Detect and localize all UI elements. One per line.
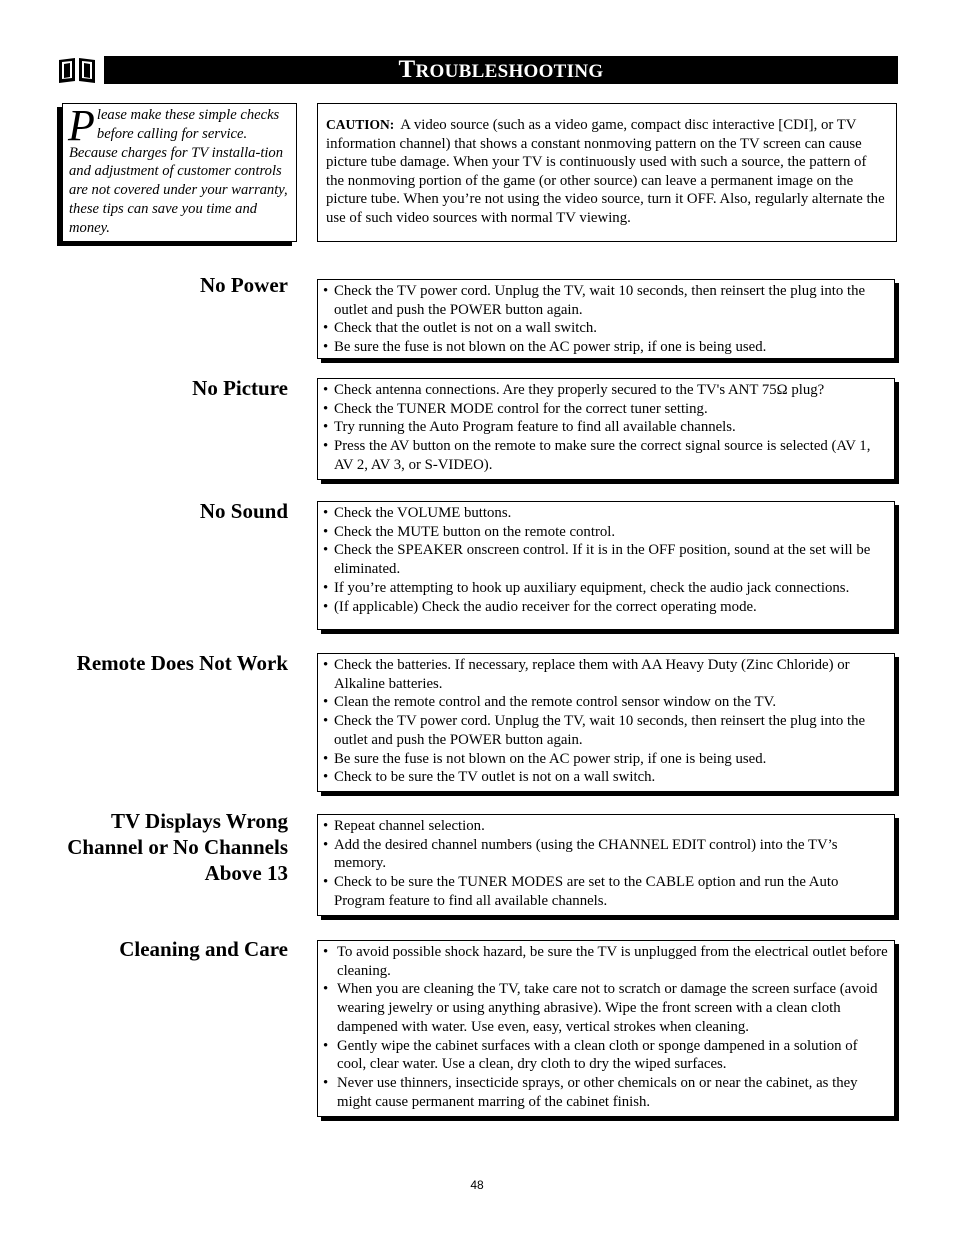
- section-title-no-picture: No Picture: [192, 376, 288, 400]
- list-item: • (If applicable) Check the audio receiver for the correct operating mode.: [323, 598, 888, 617]
- section-title-no-power: No Power: [199, 273, 288, 297]
- caution-text: A video source (such as a video game, compact disc interactive [CDI], or TV information channel) that shows a constant nonmoving pattern on the TV screen can cause picture tube damage. When your TV is continuously used with such a source, the pattern of the nonmoving portion of the game (or other source) can leave a permanent image on the picture tube. When you’re not using the video source, turn it OFF. Also, regularly alternate the use of such video sources with normal TV viewing.: [326, 117, 885, 226]
- list-item: • Check the batteries. If necessary, replace them with AA Heavy Duty (Zinc Chloride) or Alkaline batteries.: [323, 656, 888, 693]
- list-item: • Never use thinners, insecticide sprays, or other chemicals on or near the cabinet, as they might cause permanent marring of the cabinet finish.: [323, 1074, 888, 1111]
- caution-label: CAUTION:: [326, 117, 395, 132]
- tips-cleaning: [317, 940, 895, 1117]
- list-item: • Try running the Auto Program feature to find all available channels.: [323, 418, 888, 437]
- list-item: • Check antenna connections. Are they properly secured to the TV's ANT 75Ω plug?: [323, 381, 888, 400]
- list-item: • Check the TV power cord. Unplug the TV, wait 10 seconds, then reinsert the plug into the outlet and push the POWER button again.: [323, 712, 888, 749]
- list-item: • Be sure the fuse is not blown on the AC power strip, if one is being used.: [323, 338, 888, 357]
- list-item: • Check the VOLUME buttons.: [323, 504, 888, 523]
- list-item: • When you are cleaning the TV, take care not to scratch or damage the screen surface (avoid wearing jewelry or using anything abrasive). Wipe the front screen with a clean cloth dampened with water. Use even, easy, vertical strokes when cleaning.: [323, 980, 888, 1036]
- list-item: • Check to be sure the TUNER MODES are set to the CABLE option and run the Auto Program feature to find all available channels.: [323, 873, 888, 910]
- list-item: • Check the MUTE button on the remote control.: [323, 523, 888, 542]
- section-title-no-sound: No Sound: [199, 499, 288, 523]
- tips-remote: [317, 653, 895, 792]
- list-item: • Be sure the fuse is not blown on the AC power strip, if one is being used.: [323, 750, 888, 769]
- tips-no-power: [317, 279, 895, 359]
- section-title-wrong-channel: TV Displays Wrong Channel or No Channels Above 13: [67, 809, 288, 885]
- tips-wrong-channel: [317, 814, 895, 916]
- list-item: • Press the AV button on the remote to make sure the correct signal source is selected (AV 1, AV 2, AV 3, or S-VIDEO).: [323, 437, 888, 474]
- list-item: • Check the SPEAKER onscreen control. If it is in the OFF position, sound at the set will be eliminated.: [323, 541, 888, 578]
- intro-note: [62, 103, 297, 242]
- section-title-remote: Remote Does Not Work: [76, 651, 288, 675]
- list-item: • Gently wipe the cabinet surfaces with a clean cloth or sponge dampened in a solution of cool, clear water. Use a clean, dry cloth to dry the wiped surfaces.: [323, 1037, 888, 1074]
- section-title-cleaning: Cleaning and Care: [119, 937, 288, 961]
- page-number: 48: [470, 1178, 484, 1192]
- tips-no-picture: [317, 378, 895, 480]
- list-item: • To avoid possible shock hazard, be sure the TV is unplugged from the electrical outlet before cleaning.: [323, 943, 888, 980]
- list-item: • Check the TUNER MODE control for the correct tuner setting.: [323, 400, 888, 419]
- page-title: TROUBLESHOOTING: [398, 56, 604, 83]
- drop-cap: P: [68, 101, 95, 150]
- list-item: • Check to be sure the TV outlet is not on a wall switch.: [323, 768, 888, 787]
- caution-box: [317, 103, 897, 242]
- list-item: • Check that the outlet is not on a wall switch.: [323, 319, 888, 338]
- open-book-icon: [57, 56, 97, 84]
- list-item: • Add the desired channel numbers (using the CHANNEL EDIT control) into the TV’s memory.: [323, 836, 888, 873]
- title-bar: [104, 56, 898, 84]
- list-item: • If you’re attempting to hook up auxiliary equipment, check the audio jack connections.: [323, 579, 888, 598]
- list-item: • Repeat channel selection.: [323, 817, 888, 836]
- tips-no-sound: [317, 501, 895, 630]
- intro-note-text: Please make these simple checks before calling for service. Because charges for TV installa-tion and adjustment of customer controls are not covered under your warranty, these tips can save you time and money.: [68, 101, 288, 236]
- list-item: • Check the TV power cord. Unplug the TV, wait 10 seconds, then reinsert the plug into the outlet and push the POWER button again.: [323, 282, 888, 319]
- list-item: • Clean the remote control and the remote control sensor window on the TV.: [323, 693, 888, 712]
